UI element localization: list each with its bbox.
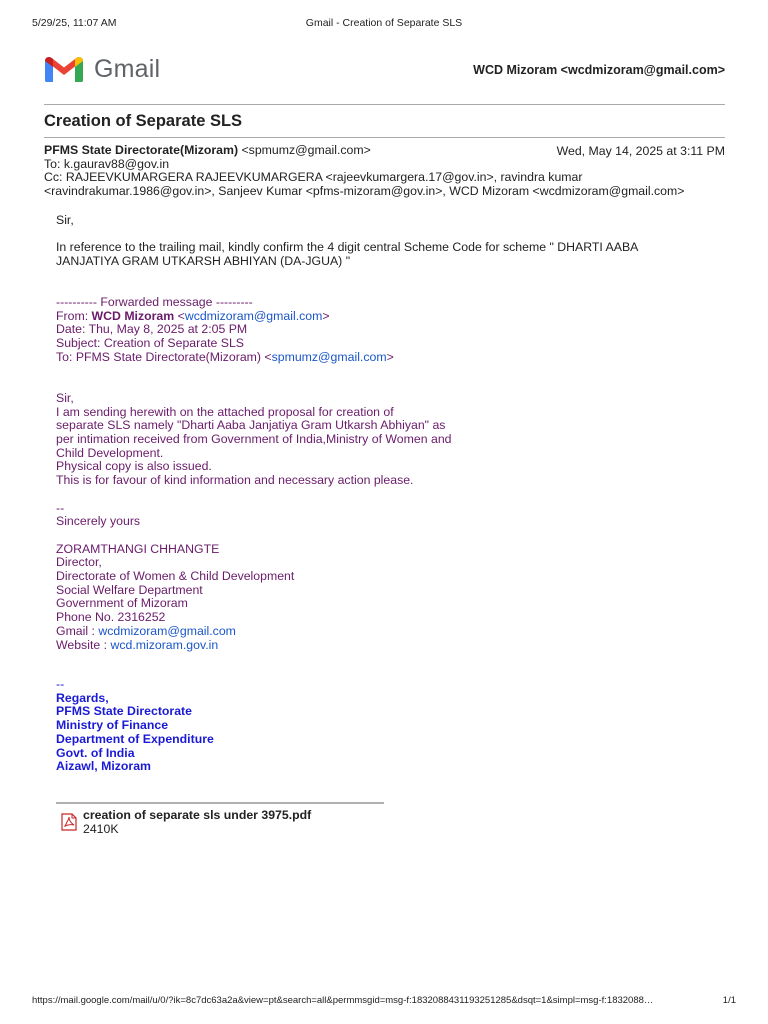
sig-line: Government of Mizoram [56, 596, 188, 611]
fwd-body-line: per intimation received from Government of India,Ministry of Women and [56, 432, 452, 447]
fwd-body-line: Child Development. [56, 445, 164, 460]
signature-line: Aizawl, Mizoram [56, 759, 151, 774]
cc-line: Cc: RAJEEVKUMARGERA RAJEEVKUMARGERA <rajeevkumargera.17@gov.in>, ravindra kumar [44, 170, 583, 185]
signature-block [56, 678, 696, 774]
signature-line: Regards, [56, 690, 109, 705]
gmail-wordmark: Gmail [94, 54, 161, 83]
fwd-body-line: separate SLS namely "Dharti Aaba Janjatiya Gram Utkarsh Abhiyan" as [56, 418, 446, 433]
sig-website-link[interactable]: wcd.mizoram.gov.in [110, 637, 219, 652]
message-date: Wed, May 14, 2025 at 3:11 PM [556, 144, 725, 158]
attachment-name[interactable]: creation of separate sls under 3975.pdf [83, 808, 312, 822]
sender-email: <spmumz@gmail.com> [241, 143, 371, 157]
pdf-file-icon[interactable] [61, 813, 77, 831]
body-line: In reference to the trailing mail, kindly confirm the 4 digit central Scheme Code for scheme " DHARTI AABA [56, 240, 639, 255]
body-line: JANJATIYA GRAM UTKARSH ABHIYAN (DA-JGUA) " [56, 254, 351, 269]
closing: Sincerely yours [56, 514, 141, 529]
email-subject: Creation of Separate SLS [44, 112, 243, 130]
fwd-body-line: This is for favour of kind information and necessary action please. [56, 473, 414, 488]
fwd-body-line: Physical copy is also issued. [56, 459, 212, 474]
signature-line: Department of Expenditure [56, 731, 214, 746]
attachment-divider [56, 802, 384, 804]
to-line: To: k.gaurav88@gov.in [44, 156, 170, 171]
fwd-from-email-link[interactable]: wcdmizoram@gmail.com [184, 308, 323, 323]
attachment-size: 2410K [83, 822, 119, 836]
signature-separator: -- [56, 677, 65, 691]
forwarded-marker: ---------- Forwarded message --------- [56, 295, 253, 309]
account-label: WCD Mizoram <wcdmizoram@gmail.com> [473, 63, 725, 77]
sig-gmail-link[interactable]: wcdmizoram@gmail.com [98, 623, 236, 638]
signature-line: PFMS State Directorate [56, 704, 192, 719]
sig-line: Director, [56, 555, 102, 570]
sig-website-line: Website : wcd.mizoram.gov.in [56, 637, 219, 652]
fwd-to-email-link[interactable]: spmumz@gmail.com [271, 349, 387, 364]
fwd-to-line: To: PFMS State Directorate(Mizoram) <spmumz@gmail.com> [56, 349, 394, 364]
print-page-number: 1/1 [722, 995, 736, 1006]
greeting: Sir, [56, 213, 74, 227]
gmail-logo[interactable] [44, 54, 160, 84]
print-page-title: Gmail - Creation of Separate SLS [305, 17, 463, 29]
sender-name: PFMS State Directorate(Mizoram) [44, 143, 239, 157]
divider [44, 104, 725, 105]
sig-line: Directorate of Women & Child Development [56, 569, 295, 584]
fwd-body-line: I am sending herewith on the attached proposal for creation of [56, 404, 394, 419]
sig-separator: -- [56, 500, 65, 515]
sig-line: Social Welfare Department [56, 582, 203, 597]
message-body [56, 214, 696, 269]
print-datetime: 5/29/25, 11:07 AM [32, 17, 117, 29]
forwarded-message [56, 296, 696, 652]
signature-line: Govt. of India [56, 745, 135, 760]
sig-line: ZORAMTHANGI CHHANGTE [56, 541, 220, 556]
print-footer-url: https://mail.google.com/mail/u/0/?ik=8c7dc63a2a&view=pt&search=all&permmsgid=msg-f:1832088431193251285&dsqt=1&simpl=msg-f:1832088… [32, 995, 654, 1006]
fwd-greeting: Sir, [56, 390, 74, 405]
fwd-date: Date: Thu, May 8, 2025 at 2:05 PM [56, 322, 248, 337]
sig-line: Phone No. 2316252 [56, 610, 166, 625]
fwd-from-line: From: WCD Mizoram <wcdmizoram@gmail.com> [56, 308, 330, 323]
divider [44, 137, 725, 138]
cc-line-cont: <ravindrakumar.1986@gov.in>, Sanjeev Kumar <pfms-mizoram@gov.in>, WCD Mizoram <wcdmizoram@gmail.com> [44, 184, 685, 199]
fwd-subject: Subject: Creation of Separate SLS [56, 336, 244, 351]
gmail-logo-icon [44, 54, 84, 84]
fwd-from-name: WCD Mizoram [91, 308, 175, 323]
sig-gmail-line: Gmail : wcdmizoram@gmail.com [56, 623, 236, 638]
signature-line: Ministry of Finance [56, 718, 169, 733]
